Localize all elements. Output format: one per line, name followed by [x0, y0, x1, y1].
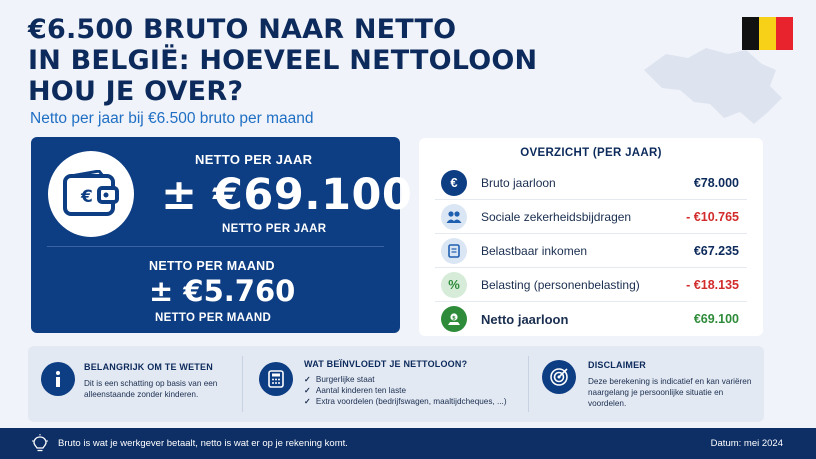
info-important-text: Dit is een schatting op basis van een alleenstaande zonder kinderen.: [84, 379, 218, 399]
info-disclaimer-heading: DISCLAIMER: [588, 360, 646, 370]
influence-list: [304, 374, 507, 407]
net-month-amount: ± €5.760: [149, 274, 296, 308]
wallet-badge: [48, 151, 134, 237]
overview-label: Sociale zekerheidsbijdragen: [481, 209, 632, 224]
overview-label: Netto jaarloon: [481, 311, 569, 327]
document-icon: [441, 238, 467, 264]
info-disclaimer-text: Deze berekening is indicatief en kan variëren naargelang je persoonlijke situatie en voordelen.: [588, 377, 752, 408]
overview-value: - €10.765: [686, 209, 739, 224]
net-month-label: NETTO PER MAAND: [149, 259, 275, 273]
footer-date: Datum: mei 2024: [710, 438, 783, 449]
flag-stripe-yellow: [759, 17, 776, 50]
svg-text:€: €: [81, 187, 93, 207]
overview-value: - €18.135: [686, 277, 739, 292]
belgium-map-icon: [636, 40, 786, 130]
list-item: ✓ Aantal kinderen ten laste: [304, 385, 507, 396]
info-icon: [41, 362, 75, 396]
wallet-icon: [63, 170, 119, 218]
percent-icon: %: [441, 272, 467, 298]
euro-icon: €: [441, 170, 467, 196]
flag-stripe-black: [742, 17, 759, 50]
lightbulb-icon: [31, 434, 49, 454]
title-line-3: HOU JE OVER?: [28, 76, 244, 107]
target-icon: [542, 360, 576, 394]
overview-value: €78.000: [693, 175, 739, 190]
overview-panel: [419, 138, 763, 336]
net-month-sublabel: NETTO PER MAAND: [155, 312, 272, 324]
overview-row-tax: [435, 268, 747, 302]
overview-row-gross: [435, 166, 747, 200]
overview-title: OVERZICHT (PER JAAR): [520, 147, 662, 159]
info-influence: [256, 346, 516, 422]
flag-stripe-red: [776, 17, 793, 50]
net-year-label: NETTO PER JAAR: [195, 152, 313, 167]
page-title: [28, 14, 588, 107]
overview-label: Belasting (personenbelasting): [481, 277, 640, 292]
info-separator: [242, 356, 243, 412]
footer-text: Bruto is wat je werkgever betaalt, netto is wat er op je rekening komt.: [58, 438, 348, 449]
calculator-icon: [259, 362, 293, 396]
list-item: ✓ Burgerlijke staat: [304, 374, 507, 385]
people-icon: [441, 204, 467, 230]
overview-value: €69.100: [693, 312, 739, 326]
card-divider: [47, 246, 384, 247]
net-salary-card: [31, 137, 413, 333]
overview-row-net: [435, 302, 747, 336]
info-important: [28, 346, 268, 422]
title-line-1: €6.500 BRUTO NAAR NETTO: [28, 14, 457, 45]
belgian-flag: [742, 17, 793, 50]
page-subtitle: Netto per jaar bij €6.500 bruto per maand: [30, 110, 314, 127]
title-line-2: IN BELGIË: HOEVEEL NETTOLOON: [28, 45, 538, 76]
info-band: [28, 346, 764, 422]
svg-text:$: $: [452, 315, 456, 322]
overview-row-taxable: [435, 234, 747, 268]
info-important-heading: BELANGRIJK OM TE WETEN: [84, 362, 213, 372]
money-hand-icon: [441, 306, 467, 332]
info-influence-heading: WAT BEÏNVLOEDT JE NETTOLOON?: [304, 359, 468, 369]
info-disclaimer: [540, 346, 764, 422]
info-separator: [528, 356, 529, 412]
net-year-sublabel: NETTO PER JAAR: [222, 223, 327, 235]
net-year-amount: ± €69.100: [161, 170, 413, 220]
footer-bar: [0, 428, 816, 459]
overview-row-social: [435, 200, 747, 234]
overview-label: Belastbaar inkomen: [481, 243, 588, 258]
overview-value: €67.235: [693, 243, 739, 258]
overview-label: Bruto jaarloon: [481, 175, 556, 190]
list-item: ✓ Extra voordelen (bedrijfswagen, maaltijdcheques, ...): [304, 396, 507, 407]
